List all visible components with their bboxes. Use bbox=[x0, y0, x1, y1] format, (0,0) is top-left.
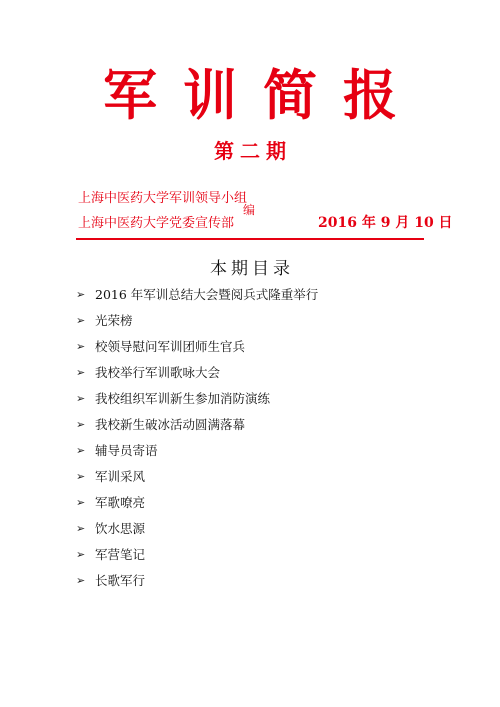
issue-date: 2016 年 9 月 10 日 bbox=[318, 215, 453, 231]
toc-item[interactable] bbox=[76, 438, 426, 464]
arrow-bullet-icon: ➢ bbox=[76, 340, 86, 353]
toc-item-label: 军歌嘹亮 bbox=[95, 495, 146, 510]
toc-item[interactable] bbox=[76, 282, 426, 308]
toc-item[interactable] bbox=[76, 568, 426, 594]
toc-item-label: 我校举行军训歌咏大会 bbox=[95, 365, 221, 380]
header-divider bbox=[76, 238, 424, 240]
arrow-bullet-icon: ➢ bbox=[76, 366, 86, 379]
edited-by-label: 编 bbox=[243, 203, 256, 217]
toc-item[interactable] bbox=[76, 516, 426, 542]
editor-publicity-department: 上海中医药大学党委宣传部 bbox=[78, 216, 235, 231]
toc-item[interactable] bbox=[76, 386, 426, 412]
toc-item-label: 辅导员寄语 bbox=[95, 443, 158, 458]
issue-number: 第二期 bbox=[214, 139, 292, 163]
arrow-bullet-icon: ➢ bbox=[76, 548, 86, 561]
toc-item-label: 我校组织军训新生参加消防演练 bbox=[95, 391, 271, 406]
toc-item-label: 军营笔记 bbox=[95, 547, 146, 562]
arrow-bullet-icon: ➢ bbox=[76, 522, 86, 535]
arrow-bullet-icon: ➢ bbox=[76, 418, 86, 431]
newsletter-title: 军训简报 bbox=[103, 63, 423, 127]
toc-item-label: 校领导慰问军训团师生官兵 bbox=[95, 339, 246, 354]
toc-item-label: 2016 年军训总结大会暨阅兵式隆重举行 bbox=[95, 287, 319, 302]
toc-title: 本期目录 bbox=[210, 259, 294, 279]
arrow-bullet-icon: ➢ bbox=[76, 392, 86, 405]
toc-item[interactable] bbox=[76, 490, 426, 516]
arrow-bullet-icon: ➢ bbox=[76, 470, 86, 483]
toc-item[interactable] bbox=[76, 464, 426, 490]
arrow-bullet-icon: ➢ bbox=[76, 314, 86, 327]
arrow-bullet-icon: ➢ bbox=[76, 288, 86, 301]
arrow-bullet-icon: ➢ bbox=[76, 444, 86, 457]
toc-item[interactable] bbox=[76, 360, 426, 386]
toc-item[interactable] bbox=[76, 334, 426, 360]
toc-item-label: 我校新生破冰活动圆满落幕 bbox=[95, 417, 246, 432]
toc-item[interactable] bbox=[76, 308, 426, 334]
toc-item[interactable] bbox=[76, 542, 426, 568]
toc-item-label: 长歌军行 bbox=[95, 573, 146, 588]
toc-item-label: 光荣榜 bbox=[95, 313, 133, 328]
toc-item-label: 军训采风 bbox=[95, 469, 146, 484]
editor-training-leadership: 上海中医药大学军训领导小组 bbox=[78, 191, 248, 206]
toc-item[interactable] bbox=[76, 412, 426, 438]
toc-list bbox=[76, 282, 426, 594]
arrow-bullet-icon: ➢ bbox=[76, 496, 86, 509]
arrow-bullet-icon: ➢ bbox=[76, 574, 86, 587]
toc-item-label: 饮水思源 bbox=[95, 521, 146, 536]
